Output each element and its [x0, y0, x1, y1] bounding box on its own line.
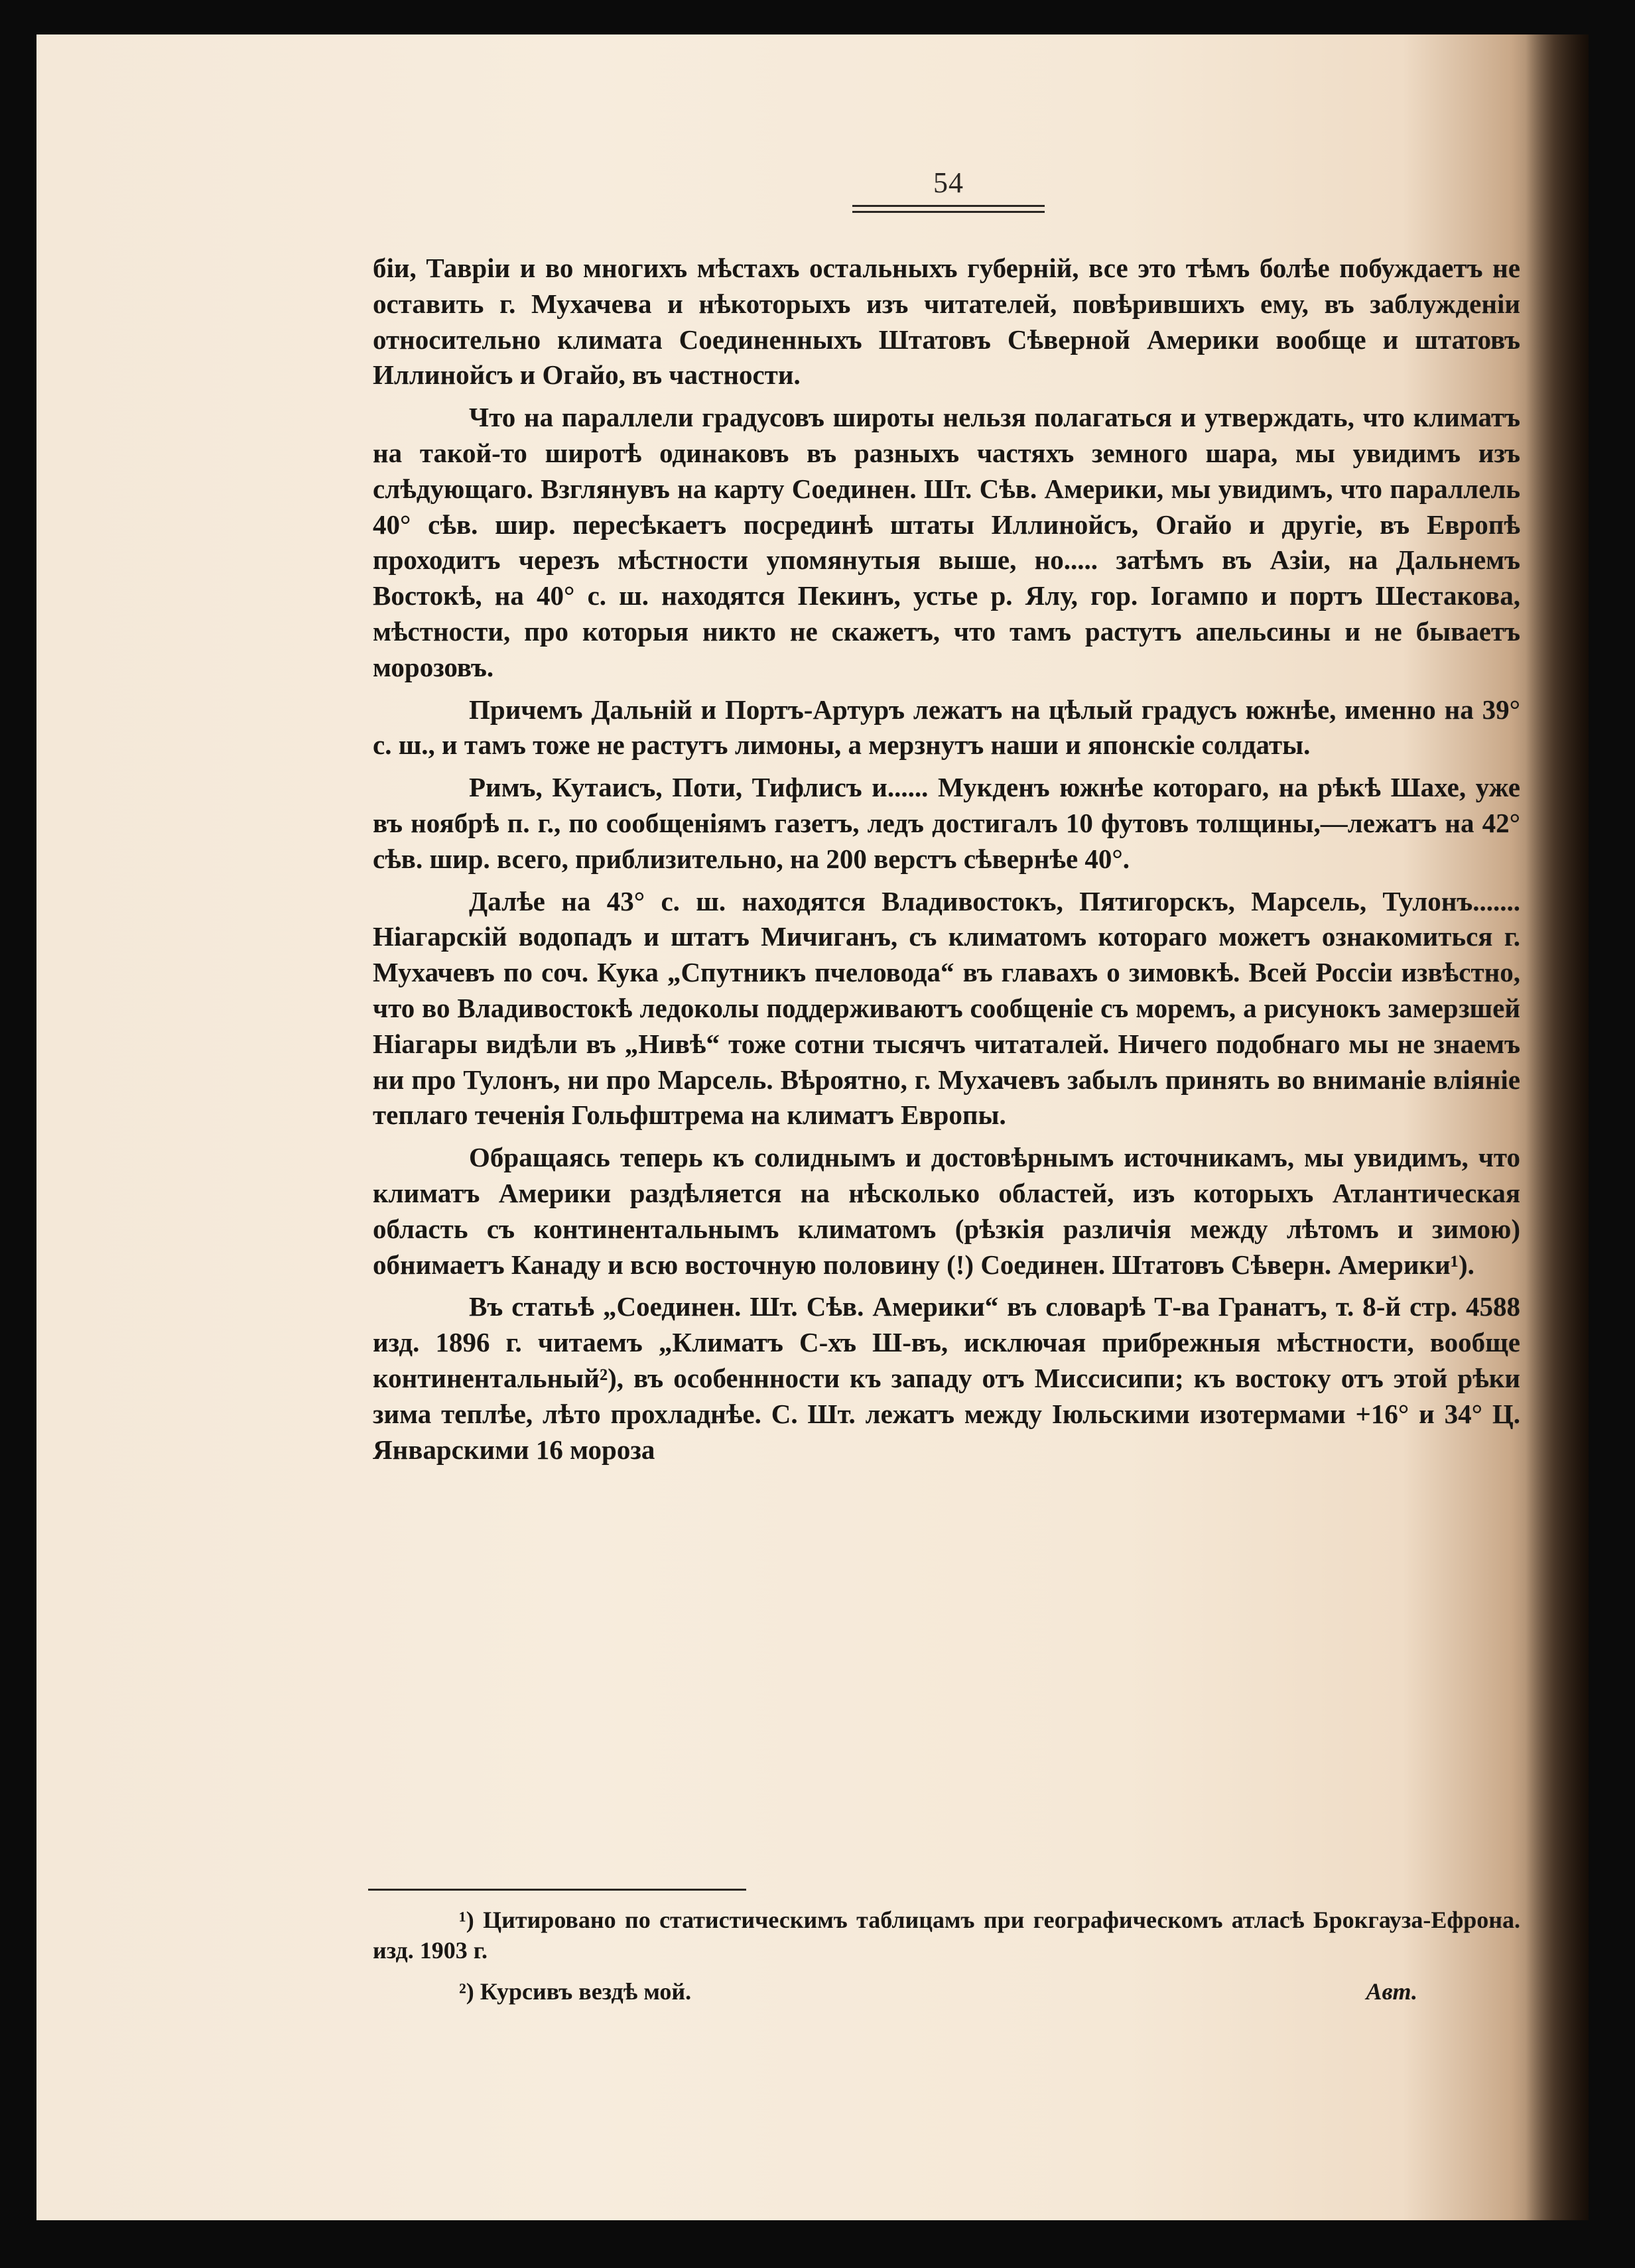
- header-double-rule: [852, 205, 1045, 213]
- paragraph-5: Далѣе на 43° с. ш. находятся Владивостокъ, Пятигорскъ, Марсель, Тулонъ....... Ніагарскій водопадъ и штатъ Мичиганъ, съ климатомъ котораго можетъ ознакомиться г. Мухачевъ по соч. Кука „Спутникъ пчеловода“ въ главахъ о зимовкѣ. Всей Россіи извѣстно, что во Владивостокѣ ледоколы поддерживаютъ сообщеніе съ моремъ, а рисунокъ замерзшей Ніагары видѣли въ „Нивѣ“ тоже сотни тысячъ читаталей. Ничего подобнаго мы не знаемъ ни про Тулонъ, ни про Марсель. Вѣроятно, г. Мухачевъ забылъ принять во вниманіе вліяніе теплаго теченія Гольфштрема на климатъ Европы.: [373, 885, 1520, 1131]
- body-text: [373, 251, 1520, 1474]
- author-signature: Авт.: [1366, 1978, 1417, 2005]
- footnote-2-text: ²) Курсивъ вездѣ мой.: [459, 1978, 692, 2005]
- footnote-rule: [368, 1889, 746, 1891]
- footnotes: [373, 1905, 1520, 2017]
- page-number: 54: [933, 166, 964, 199]
- paragraph-2: Что на параллели градусовъ широты нельзя полагаться и утверждать, что климатъ на такой-то широтѣ одинаковъ въ разныхъ частяхъ земного шара, мы увидимъ изъ слѣдующаго. Взглянувъ на карту Соединен. Шт. Сѣв. Америки, мы увидимъ, что параллель 40° сѣв. шир. пересѣкаетъ посрединѣ штаты Иллинойсъ, Огайо и другіе, въ Европѣ проходитъ черезъ мѣстности упомянутыя выше, но..... затѣмъ въ Азіи, на Дальнемъ Востокѣ, на 40° с. ш. находятся Пекинъ, устье р. Ялу, гор. Іогампо и портъ Шестакова, мѣстности, про которыя никто не скажетъ, что тамъ растутъ апельсины и не бываетъ морозовъ.: [373, 402, 1520, 682]
- page-header: [852, 166, 1045, 213]
- paragraph-1: біи, Тавріи и во многихъ мѣстахъ остальныхъ губерній, все это тѣмъ болѣе побуждаетъ не оставить г. Мухачева и нѣкоторыхъ изъ читателей, повѣрившихъ ему, въ заблужденіи относительно климата Соединенныхъ Штатовъ Сѣверной Америки вообще и штатовъ Иллинойсъ и Огайо, въ частности.: [373, 253, 1520, 391]
- paragraph-6: Обращаясь теперь къ солиднымъ и достовѣрнымъ источникамъ, мы увидимъ, что климатъ Америки раздѣляется на нѣсколько областей, изъ которыхъ Атлантическая область съ континентальнымъ климатомъ (рѣзкія различія между лѣтомъ и зимою) обнимаетъ Канаду и всю восточную половину (!) Соединен. Штатовъ Сѣверн. Америки¹).: [373, 1142, 1520, 1280]
- paragraph-4: Римъ, Кутаисъ, Поти, Тифлисъ и...... Мукденъ южнѣе котораго, на рѣкѣ Шахе, уже въ ноябрѣ п. г., по сообщеніямъ газетъ, ледъ достигалъ 10 футовъ толщины,—лежатъ на 42° сѣв. шир. всего, приблизительно, на 200 верстъ сѣвернѣе 40°.: [373, 772, 1520, 874]
- paragraph-7: Въ статьѣ „Соединен. Шт. Сѣв. Америки“ въ словарѣ Т-ва Гранатъ, т. 8-й стр. 4588 изд. 1896 г. читаемъ „Климатъ С-хъ Ш-въ, исключая прибрежныя мѣстности, вообще континентальный²), въ особеннности къ западу отъ Миссисипи; къ востоку отъ этой рѣки зима теплѣе, лѣто прохладнѣе. С. Шт. лежатъ между Іюльскими изотермами +16° и 34° Ц. Январскими 16 мороза: [373, 1291, 1520, 1465]
- footnote-2: [373, 1976, 1520, 2007]
- paragraph-3: Причемъ Дальній и Портъ-Артуръ лежатъ на цѣлый градусъ южнѣе, именно на 39° с. ш., и тамъ тоже не растутъ лимоны, а мерзнутъ наши и японскіе солдаты.: [373, 694, 1520, 761]
- footnote-1: ¹) Цитировано по статистическимъ таблицамъ при географическомъ атласѣ Брокгауза-Ефрона. изд. 1903 г.: [373, 1907, 1520, 1964]
- book-spine-shadow: [1526, 34, 1589, 2220]
